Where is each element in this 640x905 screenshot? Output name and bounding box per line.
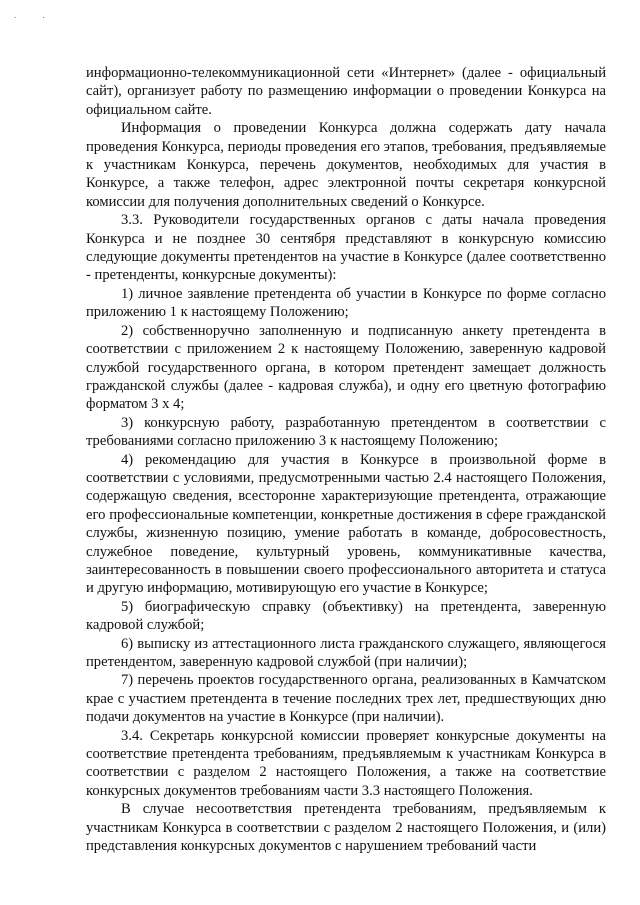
list-item-4: 4) рекомендацию для участия в Конкурсе в произвольной форме в соответствии с условиями, предусмотренными частью 2.4 настоящего Положения, содержащую сведения, всесторонне характеризующие претендента, отражающие его профессиональные компетенции, конкретные достижения в сфере гражданской службы, жизненную позицию, умение работать в команде, добросовестность, служебное поведение, культурный уровень, коммуникативные качества, заинтересованность в повышении своего профессионального авторитета и статуса и другую информацию, мотивирующую его участие в Конкурсе; — [86, 451, 606, 597]
paragraph-3-3: 3.3. Руководители государственных органов с даты начала проведения Конкурса и не позднее 30 сентября представляют в конкурсную комиссию следующие документы претендентов на участие в Конкурсе (далее соответственно - претенденты, конкурсные документы): — [86, 212, 606, 284]
list-item-6: 6) выписку из аттестационного листа гражданского служащего, являющегося претендентом, заверенную кадровой службой (при наличии); — [86, 635, 606, 670]
paragraph-official-site: информационно-телекоммуникационной сети «Интернет» (далее - официальный сайт), организует работу по размещению информации о проведении Конкурса на официальном сайте. — [86, 65, 606, 118]
paragraph-mismatch: В случае несоответствия претендента требованиям, предъявляемым к участникам Конкурса в соответствии с разделом 2 настоящего Положения, и (или) представления конкурсных документов с нарушением требований части — [86, 801, 606, 855]
paragraph-3-4: 3.4. Секретарь конкурсной комиссии проверяет конкурсные документы на соответствие претендента требованиям, предъявляемым к участникам Конкурса в соответствии с разделом 2 настоящего Положения, а также на соответствие конкурсных документов требованиям части 3.3 настоящего Положения. — [86, 727, 606, 799]
list-item-2: 2) собственноручно заполненную и подписанную анкету претендента в соответствии с приложением 2 к настоящему Положению, заверенную кадровой службой государственного органа, в котором претендент замещает должность гражданской службы (далее - кадровая служба), и одну его цветную фотографию форматом 3 х 4; — [86, 322, 606, 413]
list-item-1: 1) личное заявление претендента об участии в Конкурсе по форме согласно приложению 1 к настоящему Положению; — [86, 285, 606, 321]
scan-marks: . . — [14, 10, 57, 20]
list-item-3: 3) конкурсную работу, разработанную претендентом в соответствии с требованиями согласно приложению 3 к настоящему Положению; — [86, 414, 606, 450]
document-page — [86, 64, 606, 855]
list-item-7: 7) перечень проектов государственного органа, реализованных в Камчатском крае с участием претендента в течение последних трех лет, предшествующих дню подачи документов на участие в Конкурсе (при наличии). — [86, 672, 606, 726]
paragraph-contest-info: Информация о проведении Конкурса должна содержать дату начала проведения Конкурса, периоды проведения его этапов, требования, предъявляемые к участникам Конкурса, перечень документов, необходимых для участия в Конкурсе, а также телефон, адрес электронной почты секретаря конкурсной комиссии для получения дополнительных сведений о Конкурсе. — [86, 120, 606, 210]
list-item-5: 5) биографическую справку (объективку) на претендента, заверенную кадровой службой; — [86, 598, 606, 634]
